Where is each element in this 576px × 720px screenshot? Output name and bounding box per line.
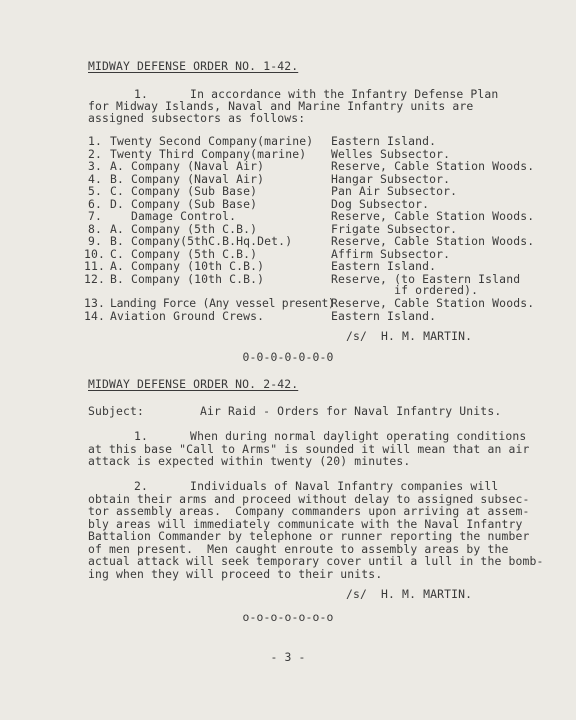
assignment-unit: Aviation Ground Crews. [110,308,265,323]
subject-text: Air Raid - Orders for Naval Infantry Units. [200,404,502,418]
subject-label: Subject: [88,404,145,418]
order2-para1-line: attack is expected within twenty (20) minutes. [88,454,411,468]
assignment-row [0,210,576,223]
assignment-subsector: Hangar Subsector. [331,171,451,186]
order2-para1-line: 1. When during normal daylight operating conditions [134,429,527,443]
assignment-number: 1. [88,134,103,148]
assignment-unit: C. Company (5th C.B.) [110,246,258,261]
assignment-unit: C. Company (Sub Base) [110,184,258,198]
assignment-unit: B. Company (Naval Air) [110,171,265,186]
assignment-subsector: Affirm Subsector. [331,246,451,261]
assignment-subsector: Eastern Island. [331,308,437,323]
assignment-number: 5. [88,184,103,198]
assignment-number: 8. [88,221,103,236]
assignment-number: 11. [84,259,106,273]
order1-para-line: 1. In accordance with the Infantry Defense Plan [134,87,499,101]
order2-para2-line: ing when they will proceed to their units. [88,566,383,581]
order1-para-line: for Midway Islands, Naval and Marine Infantry units are [88,99,474,113]
assignment-subsector: Frigate Subsector. [331,221,458,236]
assignment-row [0,173,576,186]
assignment-row [0,310,576,323]
assignment-unit: Twenty Second Company(marine) [110,134,314,148]
assignment-number: 13. [84,296,106,310]
order2-para2-line: obtain their arms and proceed without delay to assigned subsec- [88,491,530,506]
assignment-number: 10. [84,246,106,261]
assignment-subsector: Reserve, (to Eastern Island [331,271,521,286]
order2-para2-line: of men present. Men caught enroute to assembly areas by the [88,541,509,556]
assignment-subsector: Reserve, Cable Station Woods. [331,159,535,173]
assignment-row [0,185,576,198]
order2-para2-line: tor assembly areas. Company commanders upon arriving at assem- [88,504,530,518]
assignment-number: 14. [84,308,106,323]
assignment-number: 2. [88,146,103,161]
assignment-subsector: Reserve, Cable Station Woods. [331,296,535,310]
assignment-subsector: Reserve, Cable Station Woods. [331,234,535,248]
assignment-number: 7. [88,209,103,223]
assignment-unit: A. Company (5th C.B.) [110,221,258,236]
assignment-unit: B. Company(5thC.B.Hq.Det.) [110,234,293,248]
assignment-subsector: if ordered). [331,283,479,297]
assignment-unit: Landing Force (Any vessel present) [110,296,335,310]
order2-para2-line: actual attack will seek temporary cover until a lull in the bomb- [88,554,544,568]
assignment-row [0,160,576,173]
order2-para2-line: Battalion Commander by telephone or runner reporting the number [88,529,530,543]
assignment-unit: A. Company (10th C.B.) [110,259,265,273]
assignment-number: 4. [88,171,103,186]
assignment-subsector: Eastern Island. [331,134,437,148]
assignment-number: 6. [88,196,103,211]
signature: /s/ H. M. MARTIN. [346,329,473,343]
assignment-subsector: Welles Subsector. [331,146,451,161]
separator: 0-0-0-0-0-0-0 [242,350,334,364]
order2-para1-line: at this base "Call to Arms" is sounded it will mean that an air [88,442,530,456]
order2-para2-line: 2. Individuals of Naval Infantry companies will [134,479,499,493]
order1-heading: MIDWAY DEFENSE ORDER NO. 1-42. [88,59,299,73]
assignment-unit: A. Company (Naval Air) [110,159,265,173]
assignment-number: 9. [88,234,103,248]
page-number: - 3 - [270,650,306,664]
assignment-unit: Twenty Third Company(marine) [110,146,307,161]
signature: /s/ H. M. MARTIN. [346,587,473,601]
order2-para2-line: bly areas will immediately communicate with the Naval Infantry [88,516,523,531]
assignment-number: 12. [84,271,106,286]
order1-para-line: assigned subsectors as follows: [88,111,306,125]
separator: o-o-o-o-o-o-o [242,610,334,624]
assignment-subsector: Eastern Island. [331,259,437,273]
assignment-unit: Damage Control. [110,209,237,223]
assignment-subsector: Reserve, Cable Station Woods. [331,209,535,223]
assignment-unit: B. Company (10th C.B.) [110,271,265,286]
assignment-subsector: Pan Air Subsector. [331,184,458,198]
assignment-subsector: Dog Subsector. [331,196,430,211]
assignment-number: 3. [88,159,103,173]
assignment-unit: D. Company (Sub Base) [110,196,258,211]
order2-heading: MIDWAY DEFENSE ORDER NO. 2-42. [88,377,299,391]
